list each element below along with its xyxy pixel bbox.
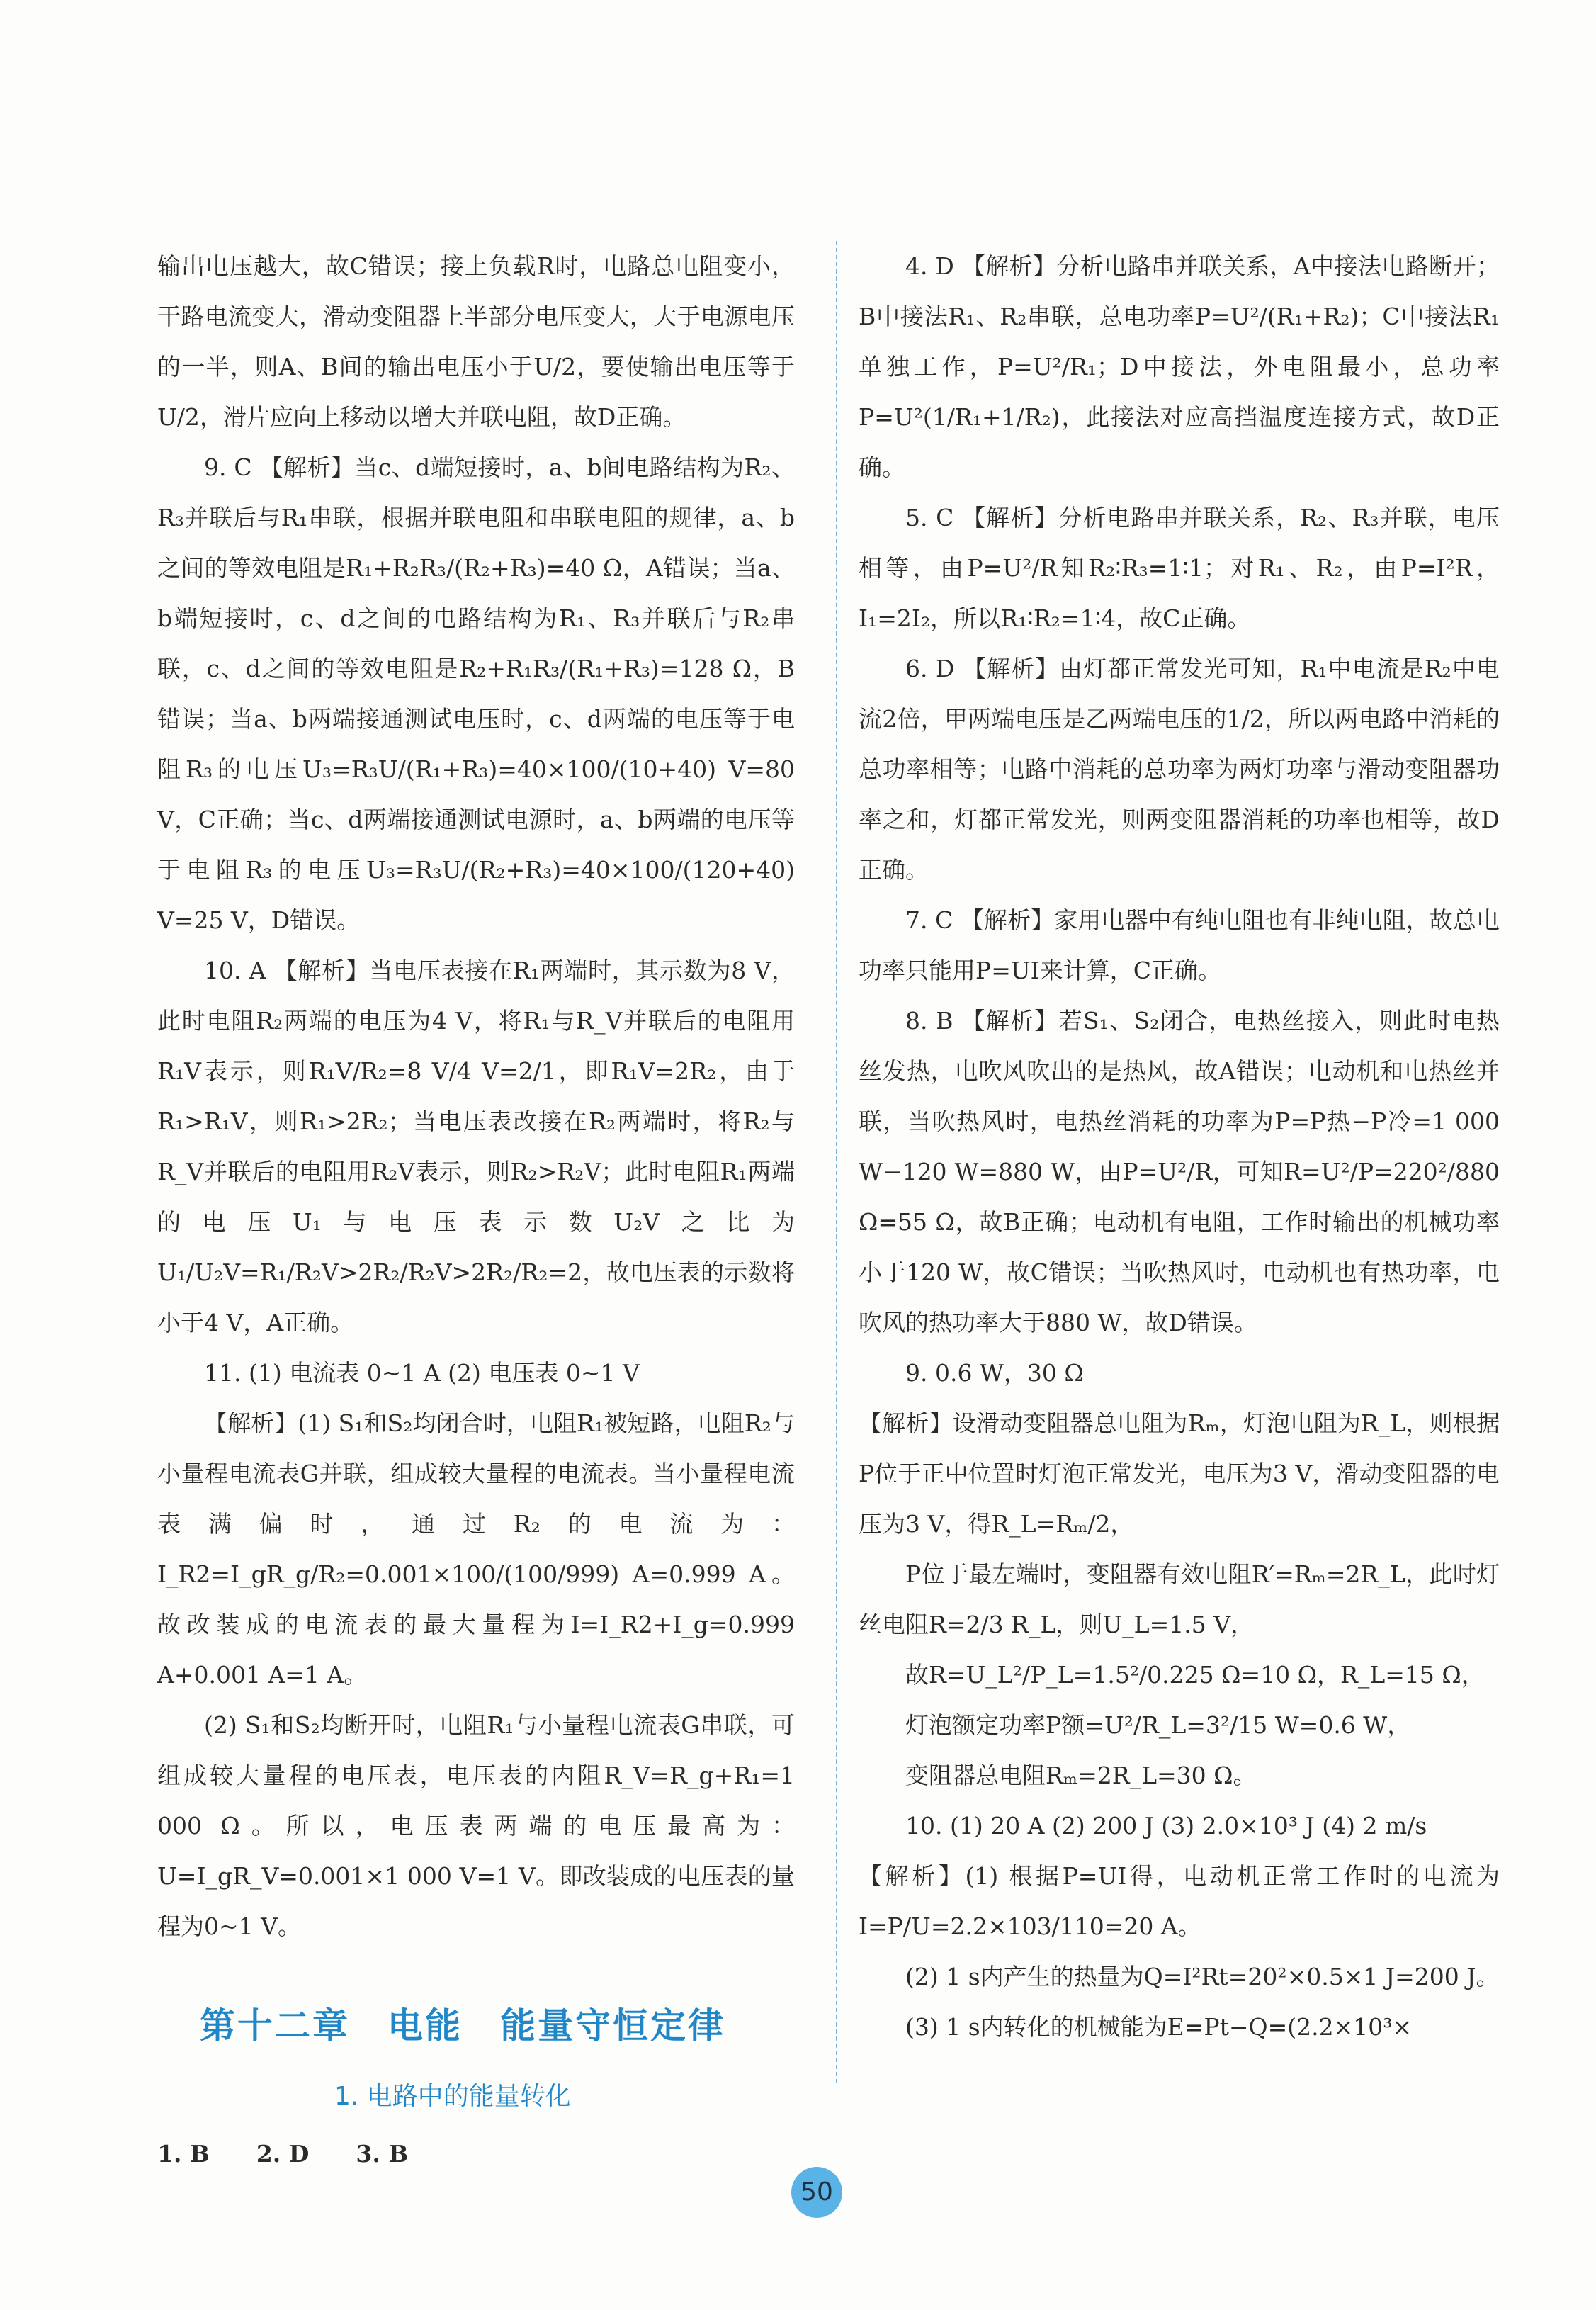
right-paragraph: 【解析】设滑动变阻器总电阻为Rₘ，灯泡电阻为R_L，则根据P位于正中位置时灯泡正常发光，电压为3 V，滑动变阻器的电压为3 V，得R_L=Rₘ/2，	[859, 1409, 1500, 1538]
section-title: 1. 电路中的能量转化	[334, 2082, 571, 2111]
right-paragraph: 【解析】(1) 根据P=UI得，电动机正常工作时的电流为I=P/U=2.2×103/110=20 A。	[859, 1862, 1500, 1940]
right-paragraph: 9. 0.6 W，30 Ω	[905, 1359, 1084, 1387]
right-paragraph: 变阻器总电阻Rₘ=2R_L=30 Ω。	[905, 1762, 1257, 1789]
right-paragraph: 7. C 【解析】家用电器中有纯电阻也有非纯电阻，故总电功率只能用P=UI来计算，C正确。	[859, 906, 1500, 984]
right-paragraph: 5. C 【解析】分析电路串并联关系，R₂、R₃并联，电压相等，由P=U²/R知R₂∶R₃=1∶1；对R₁、R₂，由P=I²R，I₁=2I₂，所以R₁∶R₂=1∶4，故C正确。	[859, 504, 1500, 632]
left-column	[157, 241, 795, 2179]
right-paragraph: 8. B 【解析】若S₁、S₂闭合，电热丝接入，则此时电热丝发热，电吹风吹出的是热风，故A错误；电动机和电热丝并联，当吹热风时，电热丝消耗的功率为P=P热−P冷=1 000 W−120 W=880 W，由P=U²/R，可知R=U²/P=220²/880 Ω=55 Ω，故B正确；电动机有电阻，工作时输出的机械功率小于120 W，故C错误；当吹热风时，电动机也有热功率，电吹风的热功率大于880 W，故D错误。	[859, 1007, 1500, 1336]
left-paragraph: 10. A 【解析】当电压表接在R₁两端时，其示数为8 V，此时电阻R₂两端的电压为4 V，将R₁与R_V并联后的电阻用R₁V表示，则R₁V/R₂=8 V/4 V=2/1，即R₁V=2R₂，由于R₁>R₁V，则R₁>2R₂；当电压表改接在R₂两端时，将R₂与R_V并联后的电阻用R₂V表示，则R₂>R₂V；此时电阻R₁两端的电压U₁与电压表示数U₂V之比为U₁/U₂V=R₁/R₂V>2R₂/R₂V>2R₂/R₂=2，故电压表的示数将小于4 V，A正确。	[157, 957, 795, 1336]
right-column	[859, 241, 1500, 2052]
chapter-title: 第十二章 电能 能量守恒定律	[200, 2005, 725, 2046]
right-paragraph: 6. D 【解析】由灯都正常发光可知，R₁中电流是R₂中电流2倍，甲两端电压是乙两端电压的1/2，所以两电路中消耗的总功率相等；电路中消耗的总功率为两灯功率与滑动变阻器功率之和，灯都正常发光，则两变阻器消耗的功率也相等，故D正确。	[859, 655, 1500, 884]
left-paragraph: (2) S₁和S₂均断开时，电阻R₁与小量程电流表G串联，可组成较大量程的电压表，电压表的内阻R_V=R_g+R₁=1 000 Ω。所以，电压表两端的电压最高为：U=I_gR_V=0.001×1 000 V=1 V。即改装成的电压表的量程为0~1 V。	[157, 1711, 795, 1940]
right-paragraph: P位于最左端时，变阻器有效电阻R′=Rₘ=2R_L，此时灯丝电阻R=2/3 R_L，则U_L=1.5 V，	[859, 1560, 1500, 1638]
section-answers: 1. B 2. D 3. B	[157, 2140, 409, 2168]
right-paragraph: (2) 1 s内产生的热量为Q=I²Rt=20²×0.5×1 J=200 J。	[905, 1963, 1500, 1990]
column-divider	[836, 241, 837, 2083]
left-paragraph: 输出电压越大，故C错误；接上负载R时，电路总电阻变小，干路电流变大，滑动变阻器上半部分电压变大，大于电源电压的一半，则A、B间的输出电压小于U/2，要使输出电压等于U/2，滑片应向上移动以增大并联电阻，故D正确。	[157, 252, 795, 431]
page-number: 50	[791, 2167, 842, 2218]
right-paragraph: 灯泡额定功率P额=U²/R_L=3²/15 W=0.6 W，	[905, 1711, 1411, 1739]
right-paragraph: (3) 1 s内转化的机械能为E=Pt−Q=(2.2×10³×	[905, 2013, 1413, 2041]
left-paragraph: 9. C 【解析】当c、d端短接时，a、b间电路结构为R₂、R₃并联后与R₁串联，根据并联电阻和串联电阻的规律，a、b之间的等效电阻是R₁+R₂R₃/(R₂+R₃)=40 Ω，A错误；当a、b端短接时，c、d之间的电路结构为R₁、R₃并联后与R₂串联，c、d之间的等效电阻是R₂+R₁R₃/(R₁+R₃)=128 Ω，B错误；当a、b两端接通测试电压时，c、d两端的电压等于电阻R₃的电压U₃=R₃U/(R₁+R₃)=40×100/(10+40) V=80 V，C正确；当c、d两端接通测试电源时，a、b两端的电压等于电阻R₃的电压U₃=R₃U/(R₂+R₃)=40×100/(120+40) V=25 V，D错误。	[157, 453, 795, 934]
right-paragraph: 4. D 【解析】分析电路串并联关系，A中接法电路断开；B中接法R₁、R₂串联，总电功率P=U²/(R₁+R₂)；C中接法R₁单独工作，P=U²/R₁；D中接法，外电阻最小，总功率P=U²(1/R₁+1/R₂)，此接法对应高挡温度连接方式，故D正确。	[859, 252, 1500, 481]
left-paragraph: 11. (1) 电流表 0~1 A (2) 电压表 0~1 V	[204, 1359, 640, 1387]
right-paragraph: 10. (1) 20 A (2) 200 J (3) 2.0×10³ J (4) 2 m/s	[905, 1812, 1427, 1839]
right-paragraph: 故R=U_L²/P_L=1.5²/0.225 Ω=10 Ω，R_L=15 Ω，	[905, 1661, 1485, 1689]
left-paragraph: 【解析】(1) S₁和S₂均闭合时，电阻R₁被短路，电阻R₂与小量程电流表G并联，组成较大量程的电流表。当小量程电流表满偏时，通过R₂的电流为：I_R2=I_gR_g/R₂=0.001×100/(100/999) A=0.999 A。故改装成的电流表的最大量程为I=I_R2+I_g=0.999 A+0.001 A=1 A。	[157, 1409, 795, 1689]
